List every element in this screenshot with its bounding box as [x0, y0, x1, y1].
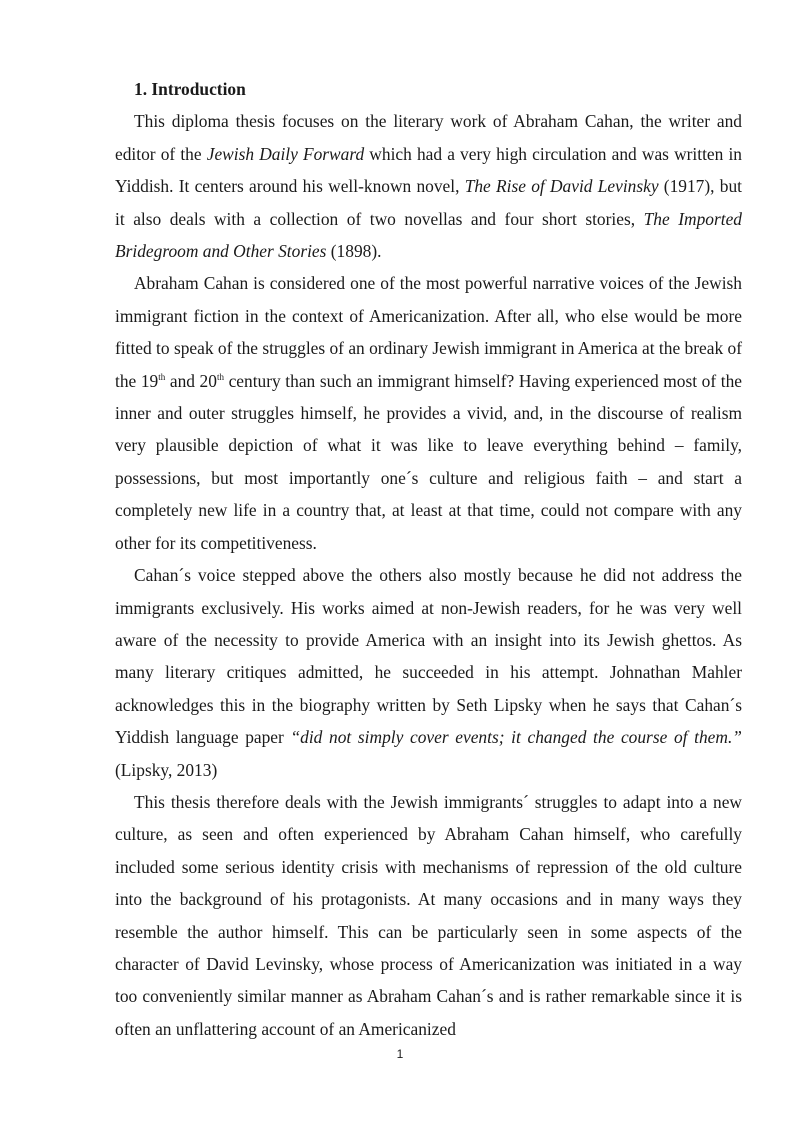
paragraph-text: This diploma thesis focuses on the literary work of Abraham Cahan, the writer and editor of the [115, 111, 742, 164]
paragraph-2 [115, 267, 742, 559]
paragraph-3 [115, 559, 742, 786]
paragraph-text: This thesis therefore deals with the Jewish immigrants´ struggles to adapt into a new culture, as seen and often experienced by Abraham Cahan himself, who carefully included some serious identity crisis with mechanisms of repression of the old culture into the background of his protagonists. At many occasions and in many ways they resemble the author himself. This can be particularly seen in some aspects of the character of David Levinsky, whose process of Americanization was initiated in a way too conveniently similar manner as Abraham Cahan´s and is rather remarkable since it is often an unflattering account of an Americanized [115, 791, 742, 1039]
page-number: 1 [396, 1047, 404, 1061]
paragraph-1 [115, 105, 742, 267]
paragraph-text: (1898). [326, 241, 382, 262]
paragraph-text: Cahan´s voice stepped above the others also mostly because he did not address the immigrants exclusively. His works aimed at non-Jewish readers, for he was very well aware of the necessity to provide America with an insight into its Jewish ghettos. As many literary critiques admitted, he succeeded in his attempt. Johnathan Mahler acknowledges this in the biography written by Seth Lipsky when he says that Cahan´s Yiddish language paper [115, 565, 742, 748]
paragraph-text: and 20 [165, 370, 217, 391]
paragraph-text: which had a very high circulation and was written in Yiddish. It centers around his well-known novel, [115, 143, 742, 197]
paragraph-text: (1917), but it also deals with a collection of two novellas and four short stories, [115, 176, 742, 229]
title-rise-of-david-levinsky: The Rise of David Levinsky [464, 176, 659, 197]
citation: (Lipsky, 2013) [115, 759, 218, 780]
superscript: th [158, 371, 166, 382]
title-imported-bridegroom: The Imported Bridegroom and Other Stories [115, 208, 742, 262]
section-heading: 1. Introduction [134, 79, 246, 99]
title-jewish-daily-forward: Jewish Daily Forward [206, 143, 365, 164]
paragraph-4 [115, 786, 742, 1045]
superscript: th [216, 371, 224, 382]
page-body [115, 73, 742, 1045]
paragraph-text: century than such an immigrant himself? Having experienced most of the inner and outer struggles himself, he provides a vivid, and, in the discourse of realism very plausible depiction of what it was like to leave everything behind – family, possessions, but most importantly one´s culture and religious faith – and start a completely new life in a country that, at least at that time, could not compare with any other for its competitiveness. [115, 370, 742, 553]
paragraph-text: Abraham Cahan is considered one of the most powerful narrative voices of the Jewish immigrant fiction in the context of Americanization. After all, who else would be more fitted to speak of the struggles of an ordinary Jewish immigrant in America at the break of the 19 [115, 273, 742, 391]
quotation: “did not simply cover events; it changed the course of them.” [290, 727, 742, 748]
